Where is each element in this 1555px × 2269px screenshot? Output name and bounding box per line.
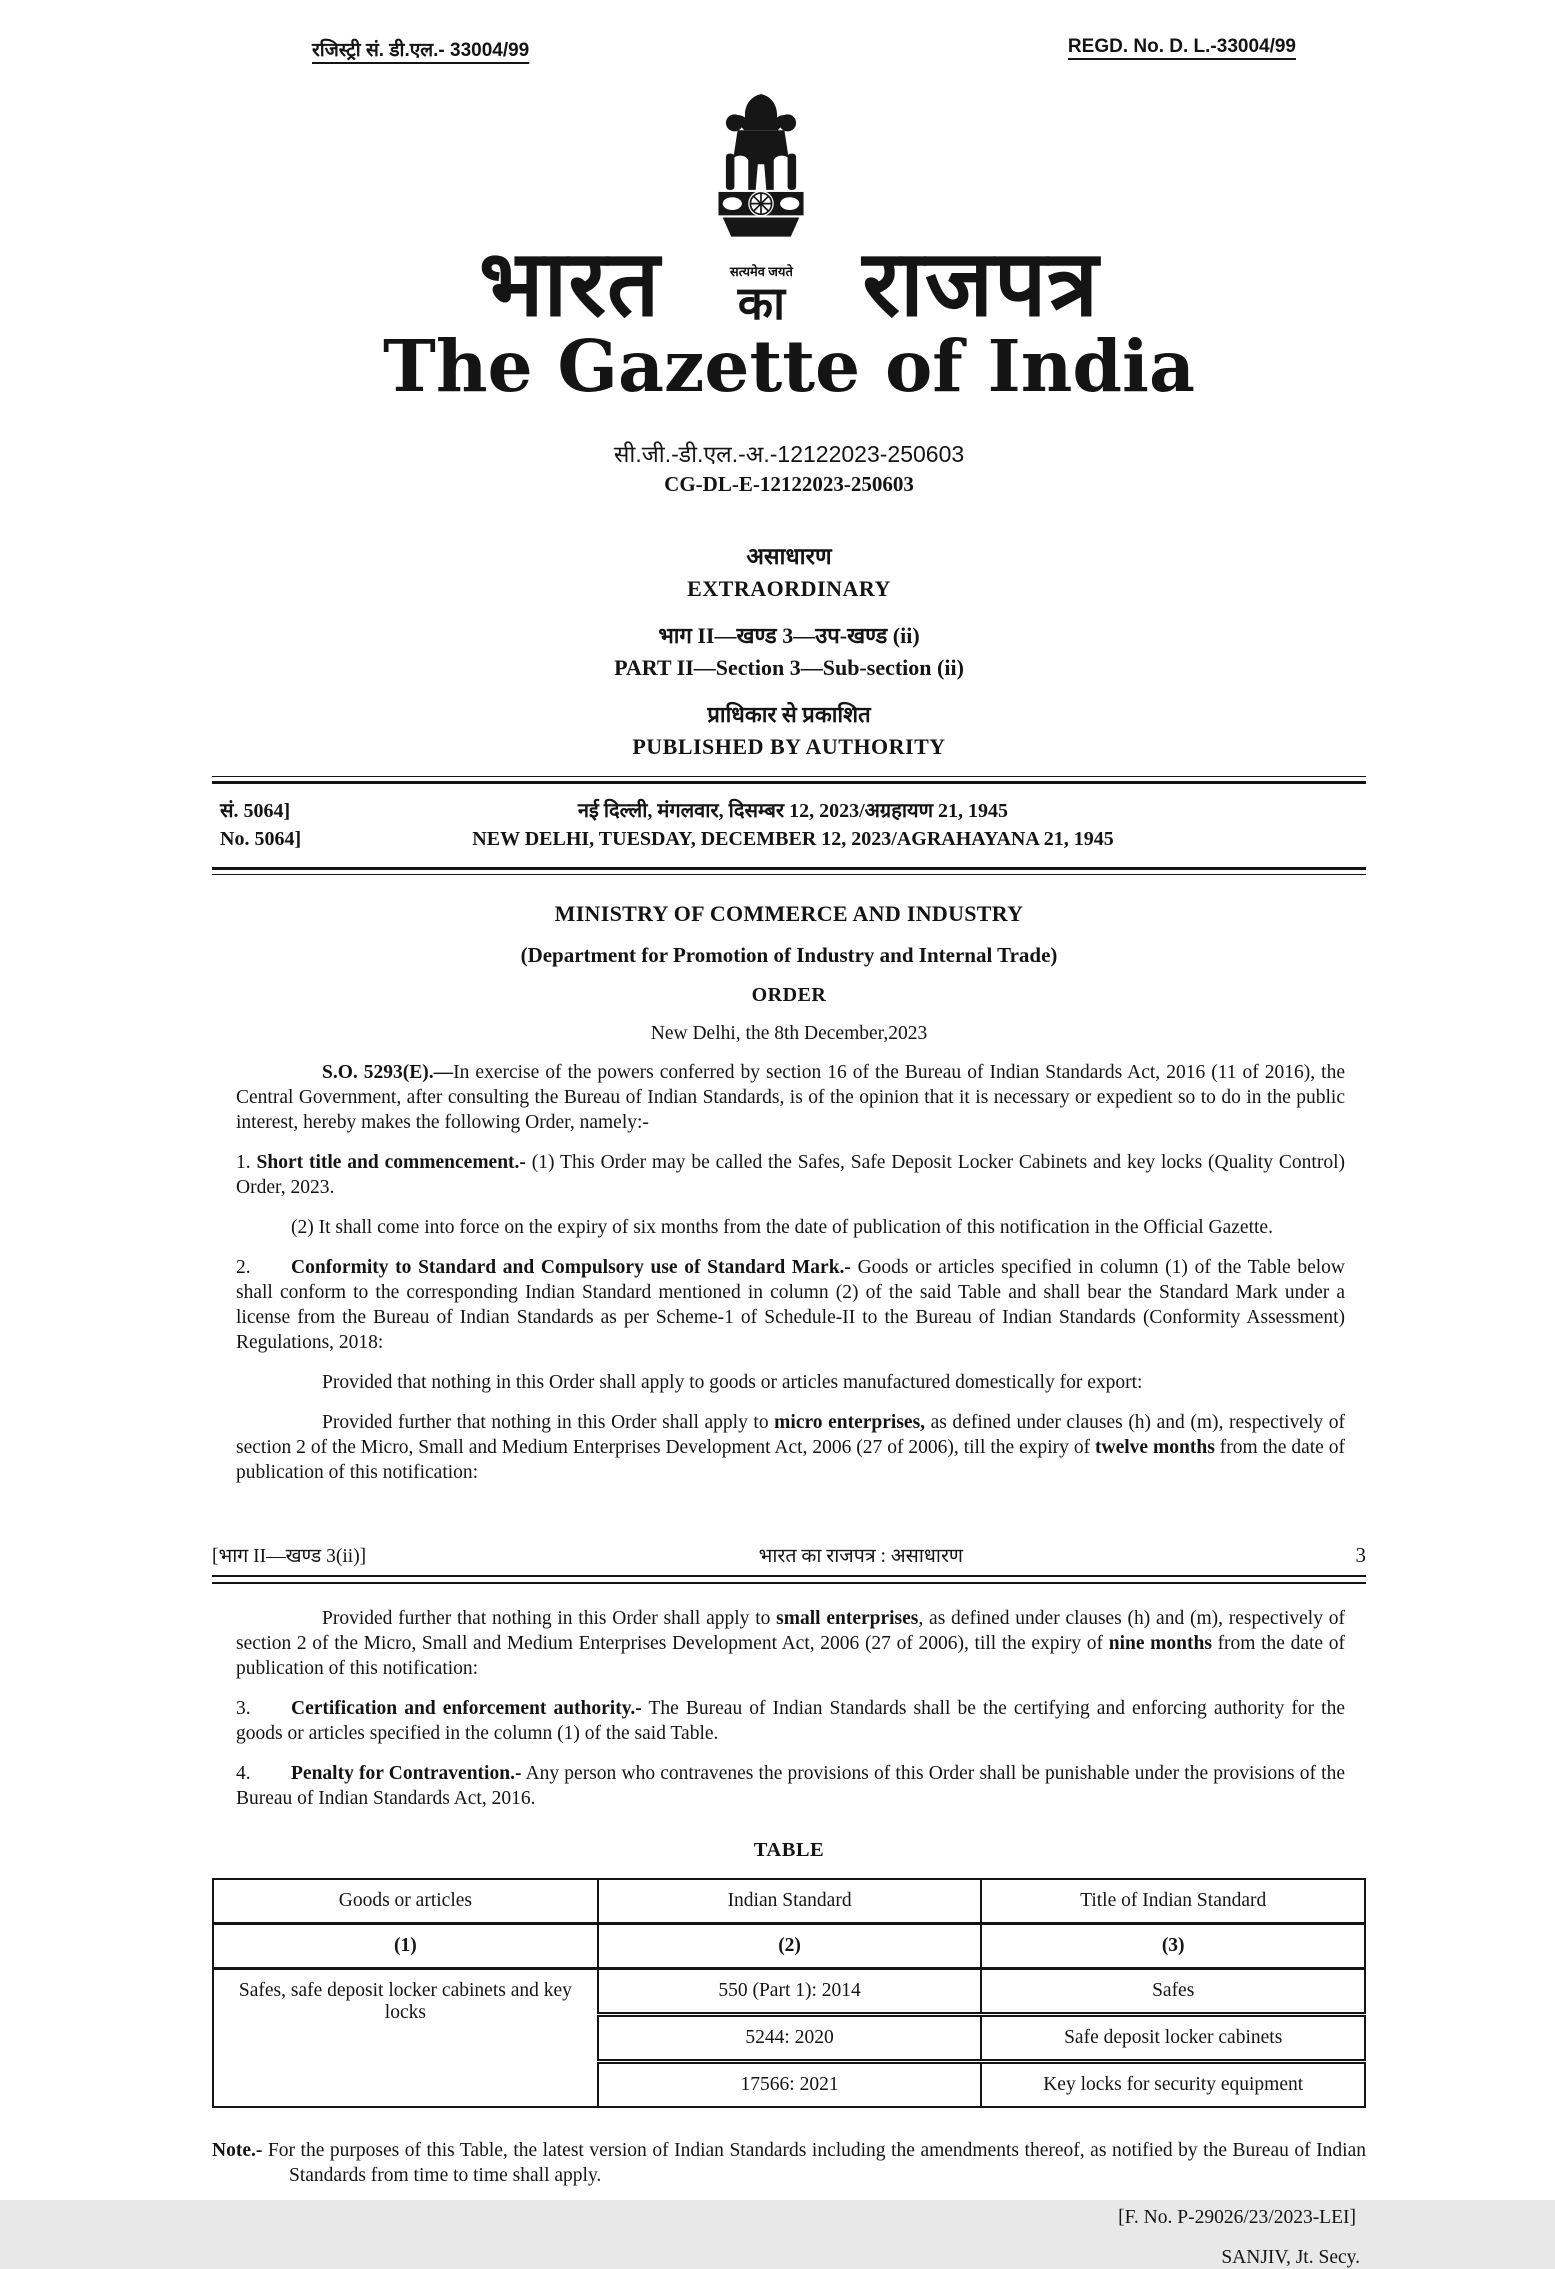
- order-body: [236, 1060, 1345, 1485]
- section-3-text: The Bureau of Indian Standards shall be the certifying and enforcing authority for the goods or articles specified in the column (1) of the said Table.: [236, 1697, 1346, 1744]
- issue-dateline-block: [212, 784, 1366, 867]
- paragraph-section-1-sub-2: (2) It shall come into force on the expiry of six months from the date of publication of this notification in the Official Gazette.: [291, 1216, 1273, 1238]
- section-2-title: Conformity to Standard and Compulsory use of Standard Mark.-: [291, 1256, 851, 1278]
- issue-row-hindi: [220, 793, 1366, 825]
- table-cell-standard-title: Safes: [981, 1968, 1365, 2014]
- table-header-title: Title of Indian Standard: [981, 1879, 1365, 1924]
- proviso-micro-text-1: Provided further that nothing in this Order shall apply to: [322, 1411, 775, 1433]
- standards-table: [212, 1878, 1366, 2108]
- emblem-motto: सत्यमेव जयते: [729, 264, 793, 279]
- proviso-small-text-2: , as defined under clauses (h) and (m), respectively of section 2 of the Micro, Small and Medium Enterprises Development Act, 2006 (27 of 2006), till the expiry of: [236, 1607, 1345, 1654]
- issue-row-english: [220, 825, 1366, 857]
- ashoka-emblem-icon: [697, 92, 825, 260]
- signature: SANJIV, Jt. Secy.: [1221, 2247, 1360, 2269]
- table-cell-standard: 5244: 2020: [598, 2014, 982, 2061]
- page-2-header-center: भारत का राजपत्र : असाधारण: [758, 1545, 964, 1567]
- paragraph-proviso-small: [236, 1606, 1345, 1681]
- table-row: [213, 1968, 1365, 2014]
- gazette-codes: [212, 437, 1366, 497]
- part-section-english: PART II—Section 3—Sub-section (ii): [614, 654, 964, 680]
- paragraph-section-2: [236, 1255, 1345, 1355]
- section-4-number: 4.: [236, 1762, 251, 1784]
- proviso-micro-bold-1: micro enterprises,: [774, 1411, 926, 1433]
- table-caption: TABLE: [753, 1838, 825, 1861]
- page-2-header-left: [भाग II—खण्ड 3(ii)]: [212, 1545, 367, 1567]
- table-col-num-2: (2): [598, 1923, 982, 1968]
- paragraph-section-3: [236, 1696, 1345, 1746]
- section-1-number: 1.: [236, 1151, 257, 1173]
- registry-number-english: REGD. No. D. L.-33004/99: [1067, 36, 1296, 57]
- section-4-title: Penalty for Contravention.-: [291, 1762, 522, 1784]
- masthead-hindi-middle: का: [737, 278, 786, 329]
- issue-number-hindi: सं. 5064]: [220, 799, 291, 822]
- page-2-header: [212, 1541, 1366, 1584]
- paragraph-section-1: [236, 1150, 1345, 1200]
- issue-number-english: No. 5064]: [220, 827, 302, 850]
- section-2-number: 2.: [236, 1256, 251, 1278]
- order-body-continued: [236, 1606, 1345, 1811]
- table-cell-standard-title: Safe deposit locker cabinets: [981, 2014, 1365, 2061]
- issue-dateline-hindi: नई दिल्ली, मंगलवार, दिसम्बर 12, 2023/अग्रहायण 21, 1945: [577, 799, 1009, 822]
- code-english: CG-DL-E-12122023-250603: [664, 471, 914, 496]
- table-cell-goods: Safes, safe deposit locker cabinets and key locks: [213, 1968, 598, 2107]
- proviso-small-bold-2: nine months: [1108, 1632, 1212, 1654]
- section-4-text: Any person who contravenes the provisions of this Order shall be punishable under the provisions of the Bureau of Indian Standards Act, 2016.: [236, 1762, 1345, 1809]
- table-column-number-row: [213, 1923, 1365, 1968]
- note-text: For the purposes of this Table, the latest version of Indian Standards including the amendments thereof, as notified by the Bureau of Indian Standards from time to time shall apply.: [262, 2139, 1366, 2186]
- paragraph-so: [236, 1060, 1345, 1135]
- order-heading: ORDER: [751, 983, 827, 1006]
- proviso-small-text-3: from the date of publication of this notification:: [236, 1632, 1345, 1679]
- table-header-standard: Indian Standard: [598, 1879, 982, 1924]
- registry-number-hindi: रजिस्ट्री सं. डी.एल.- 33004/99: [312, 40, 530, 61]
- part-section-hindi: भाग II—खण्ड 3—उप-खण्ड (ii): [658, 622, 920, 648]
- proviso-small-text-1: Provided further that nothing in this Order shall apply to: [322, 1607, 777, 1629]
- page-2-number: 3: [1355, 1542, 1366, 1567]
- place-and-date: New Delhi, the 8th December,2023: [650, 1022, 928, 1044]
- gazette-english-title: The Gazette of India: [382, 324, 1196, 409]
- section-1-title: Short title and commencement.-: [256, 1151, 526, 1173]
- table-cell-standard: 17566: 2021: [598, 2061, 982, 2107]
- proviso-micro-text-2: as defined under clauses (h) and (m), respectively of section 2 of the Micro, Small and Medium Enterprises Development Act, 2006 (27 of 2006), till the expiry of: [236, 1411, 1345, 1458]
- table-header-row: [213, 1879, 1365, 1924]
- table-col-num-3: (3): [981, 1923, 1365, 1968]
- registry-row: [212, 30, 1366, 62]
- masthead-title-row: [212, 92, 1366, 335]
- masthead: [212, 92, 1366, 409]
- note-label: Note.-: [212, 2139, 263, 2161]
- page-2-header-row: [212, 1541, 1366, 1568]
- page-2-header-rule: [212, 1575, 1366, 1584]
- ministry-heading: MINISTRY OF COMMERCE AND INDUSTRY: [554, 900, 1024, 926]
- extraordinary-hindi: असाधारण: [746, 543, 832, 569]
- issue-dateline-english: NEW DELHI, TUESDAY, DECEMBER 12, 2023/AGRAHAYANA 21, 1945: [472, 827, 1114, 850]
- so-text: In exercise of the powers conferred by section 16 of the Bureau of Indian Standards Act, 2016 (11 of 2016), the Central Government, after consulting the Bureau of Indian Standards, is of the opinion that it is necessary or expedient so to do in the public interest, hereby makes the following Order, namely:-: [236, 1061, 1345, 1133]
- masthead-hindi-left: भारत: [478, 232, 661, 335]
- department-heading: (Department for Promotion of Industry and Internal Trade): [520, 942, 1058, 967]
- table-cell-standard-title: Key locks for security equipment: [981, 2061, 1365, 2107]
- proviso-micro-text-3: from the date of publication of this notification:: [236, 1436, 1345, 1483]
- code-hindi: सी.जी.-डी.एल.-अ.-12122023-250603: [613, 440, 965, 467]
- table-col-num-1: (1): [213, 1923, 598, 1968]
- authority-english: PUBLISHED BY AUTHORITY: [632, 733, 946, 759]
- extraordinary-english: EXTRAORDINARY: [687, 575, 891, 601]
- section-3-number: 3.: [236, 1697, 251, 1719]
- emblem-column: [686, 92, 836, 328]
- section-3-title: Certification and enforcement authority.-: [291, 1697, 642, 1719]
- proviso-small-bold-1: small enterprises: [776, 1607, 919, 1629]
- table-header-goods: Goods or articles: [213, 1879, 598, 1924]
- masthead-hindi-right: राजपत्र: [862, 232, 1100, 335]
- paragraph-proviso-export: Provided that nothing in this Order shall apply to goods or articles manufactured domestically for export:: [322, 1371, 1143, 1393]
- file-number: [F. No. P-29026/23/2023-LEI]: [1118, 2207, 1356, 2229]
- paragraph-section-4: [236, 1761, 1345, 1811]
- double-rule-top: [212, 776, 1366, 784]
- section-2-text: Goods or articles specified in column (1) of the Table below shall conform to the corresponding Indian Standard mentioned in column (2) of the said Table and shall bear the Standard Mark under a license from the Bureau of Indian Standards as per Scheme-1 of Schedule-II to the Bureau of Indian Standards (Conformity Assessment) Regulations, 2018:: [236, 1256, 1345, 1353]
- paragraph-proviso-micro: [236, 1410, 1345, 1485]
- section-1-text: (1) This Order may be called the Safes, Safe Deposit Locker Cabinets and key locks (Quality Control) Order, 2023.: [236, 1151, 1345, 1198]
- authority-hindi: प्राधिकार से प्रकाशित: [707, 701, 871, 727]
- note-paragraph: [212, 2138, 1366, 2188]
- double-rule-bottom: [212, 867, 1366, 875]
- table-cell-standard: 550 (Part 1): 2014: [598, 1968, 982, 2014]
- proviso-micro-bold-2: twelve months: [1095, 1436, 1215, 1458]
- so-number: S.O. 5293(E).—: [322, 1061, 454, 1083]
